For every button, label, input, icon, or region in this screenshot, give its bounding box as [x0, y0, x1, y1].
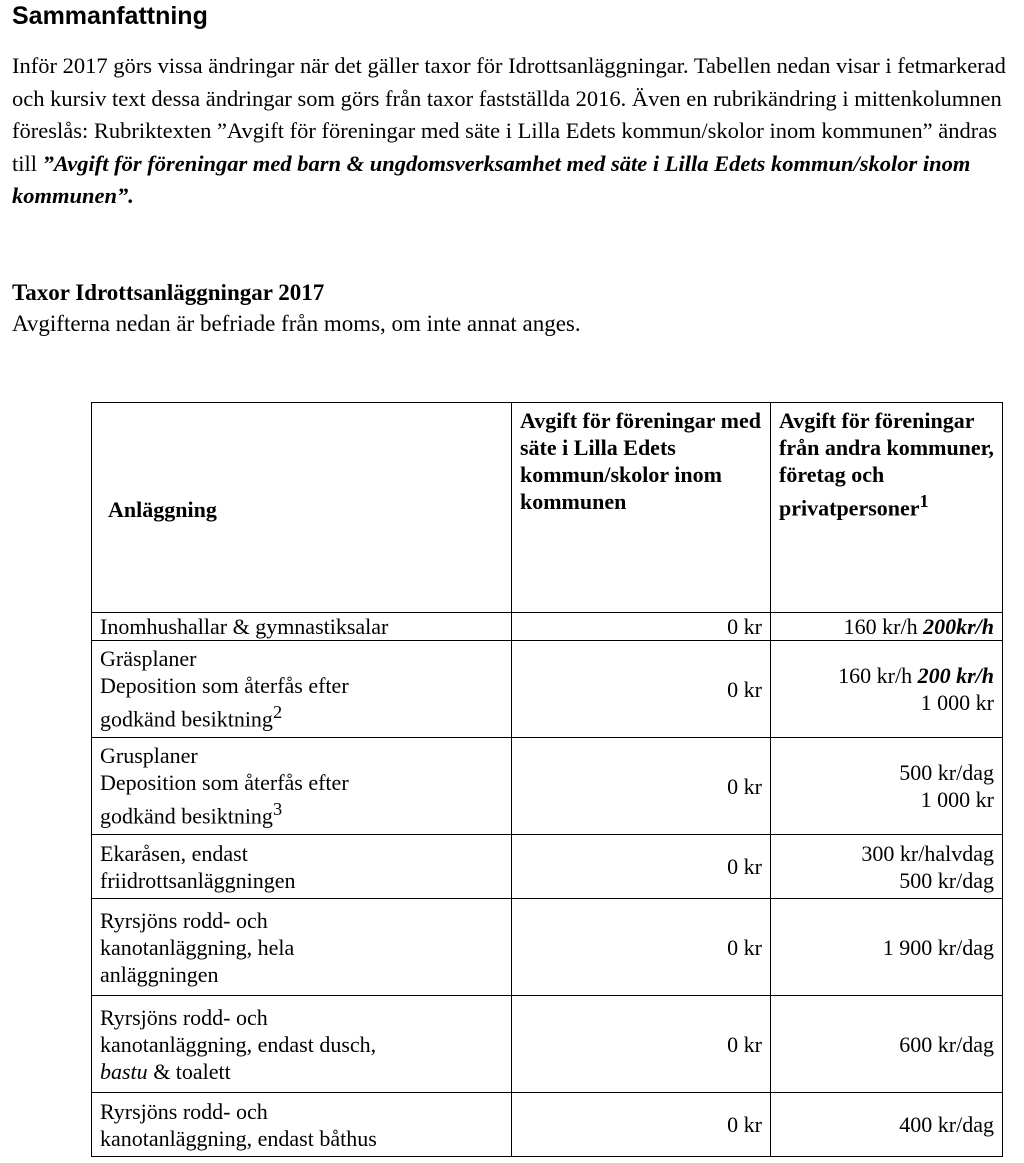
summary-paragraph [12, 50, 1007, 213]
fee-local: 0 kr [512, 899, 771, 996]
table-row [92, 613, 1003, 641]
facility-line: anläggningen [100, 961, 219, 987]
fee-local: 0 kr [512, 641, 771, 738]
table-row [92, 899, 1003, 996]
fee-local: 0 kr [512, 738, 771, 835]
facility-line: Deposition som återfås efter [100, 673, 349, 699]
fee-line: 500 kr/dag [899, 867, 994, 893]
facility-line [100, 1058, 503, 1085]
facility-line: kanotanläggning, endast dusch, [100, 1031, 377, 1057]
footnote-3: 3 [272, 799, 283, 820]
facility-name [92, 641, 512, 738]
facility-line: Ryrsjöns rodd- och [100, 1098, 268, 1124]
facility-name [92, 996, 512, 1093]
fee-other [771, 613, 1003, 641]
deposit-amount: 1 000 kr [920, 690, 994, 715]
table-row [92, 1093, 1003, 1157]
fee-other: 1 900 kr/dag [771, 899, 1003, 996]
fees-table [91, 402, 1003, 1157]
facility-line: kanotanläggning, hela [100, 934, 295, 960]
fee-other: 400 kr/dag [771, 1093, 1003, 1157]
fee-other [771, 835, 1003, 899]
header-fee-local: Avgift för föreningar med säte i Lilla Edets kommun/skolor inom kommunen [512, 403, 771, 613]
facility-line: Grusplaner [100, 743, 198, 769]
table-row [92, 835, 1003, 899]
fee-line: 500 kr/dag [899, 760, 994, 785]
facility-line [100, 796, 503, 829]
footnote-1: 1 [919, 491, 929, 511]
facility-name [92, 1093, 512, 1157]
facility-name [92, 899, 512, 996]
fee-other: 600 kr/dag [771, 996, 1003, 1093]
header-facility: Anläggning [92, 403, 512, 613]
taxor-subtitle: Avgifterna nedan är befriade från moms, om inte annat anges. [12, 311, 581, 336]
fee-old: 160 kr/h [843, 614, 918, 639]
facility-line: friidrottsanläggningen [100, 867, 296, 893]
fee-local: 0 kr [512, 996, 771, 1093]
summary-heading: Sammanfattning [12, 2, 208, 30]
table-header-row [92, 403, 1003, 613]
facility-line-italic: bastu [100, 1058, 148, 1084]
facility-line-text: & toalett [147, 1058, 231, 1084]
deposit-amount: 1 000 kr [920, 787, 994, 812]
table-row [92, 996, 1003, 1093]
facility-line: Ekaråsen, endast [100, 840, 248, 866]
facility-line: Deposition som återfås efter [100, 770, 349, 796]
facility-line [100, 699, 503, 732]
fee-local: 0 kr [512, 835, 771, 899]
footnote-2: 2 [272, 702, 283, 723]
fee-new: 200kr/h [923, 614, 994, 639]
taxor-title: Taxor Idrottsanläggningar 2017 [12, 280, 325, 305]
table-row [92, 738, 1003, 835]
fee-local: 0 kr [512, 1093, 771, 1157]
summary-emphasis: ”Avgift för föreningar med barn & ungdomsverksamhet med säte i Lilla Edets kommun/skolor inom kommunen”. [12, 150, 971, 208]
facility-line: kanotanläggning, endast båthus [100, 1125, 377, 1151]
facility-name [92, 738, 512, 835]
fee-new: 200 kr/h [917, 663, 994, 688]
header-fee-other [771, 403, 1003, 613]
fee-old: 160 kr/h [838, 663, 913, 688]
fee-other [771, 641, 1003, 738]
fee-local: 0 kr [512, 613, 771, 641]
fee-other [771, 738, 1003, 835]
table-row [92, 641, 1003, 738]
facility-line-text: godkänd besiktning [100, 803, 273, 829]
facility-line: Gräsplaner [100, 646, 197, 672]
facility-line-text: godkänd besiktning [100, 706, 273, 732]
summary-text: Inför 2017 görs vissa ändringar när det gäller taxor för Idrottsanläggningar. Tabellen nedan visar i fetmarkerad och kursiv text dessa ändringar som görs från taxor fastställda 2016. Även en rubrikändring i mittenkolumnen föreslås: Rubriktexten ”Avgift för föreningar med säte i Lilla Edets kommun/skolor inom kommunen” ändras till [12, 53, 1006, 176]
fee-line [779, 662, 994, 689]
facility-name: Inomhushallar & gymnastiksalar [92, 613, 512, 641]
facility-line: Ryrsjöns rodd- och [100, 1004, 268, 1030]
fee-line: 300 kr/halvdag [861, 840, 994, 866]
facility-line: Ryrsjöns rodd- och [100, 907, 268, 933]
header-fee-other-text: Avgift för föreningar från andra kommuner, företag och privatpersoner [779, 408, 994, 521]
facility-name [92, 835, 512, 899]
